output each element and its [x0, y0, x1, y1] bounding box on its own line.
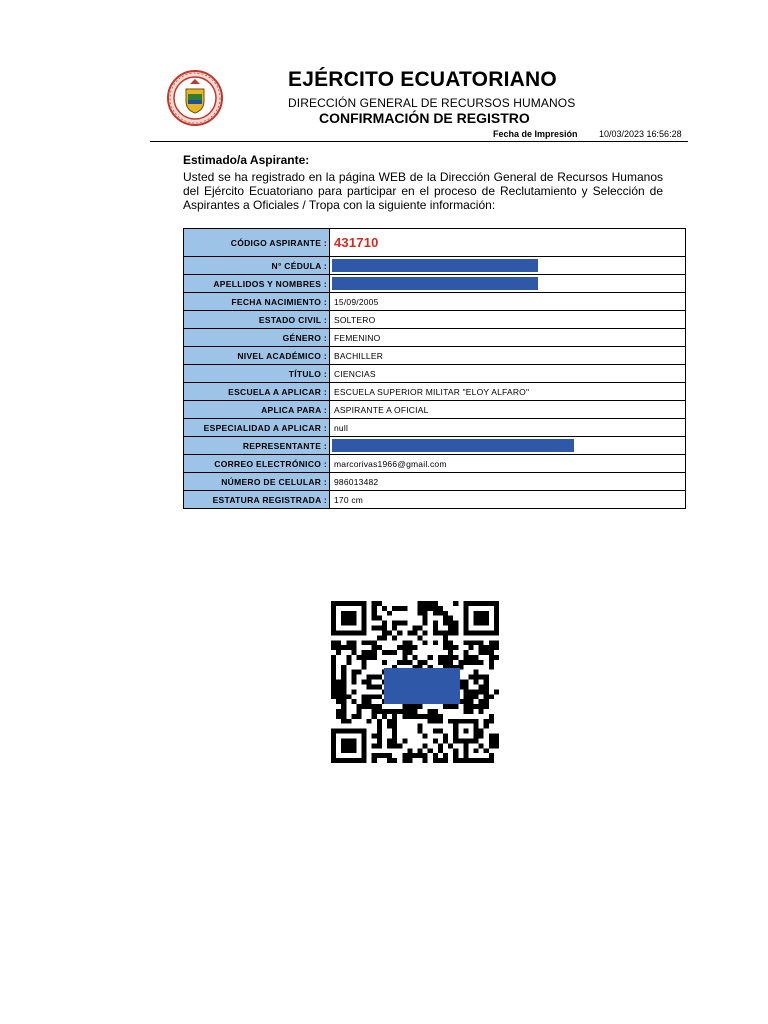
redaction-block	[332, 277, 538, 290]
row-label-genero: GÉNERO :	[184, 329, 330, 347]
row-label-fecha-nacimiento: FECHA NACIMIENTO :	[184, 293, 330, 311]
table-row	[184, 401, 686, 419]
table-row	[184, 329, 686, 347]
row-value-cedula	[330, 257, 686, 275]
row-label-correo: CORREO ELECTRÓNICO :	[184, 455, 330, 473]
org-subtitle: DIRECCIÓN GENERAL DE RECURSOS HUMANOS	[288, 96, 576, 110]
row-label-representante: REPRESENTANTE :	[184, 437, 330, 455]
row-value-estado-civil: SOLTERO	[330, 311, 686, 329]
row-value-estatura: 170 cm	[330, 491, 686, 509]
row-value-especialidad: null	[330, 419, 686, 437]
header-divider	[150, 141, 688, 142]
table-row	[184, 473, 686, 491]
row-value-fecha-nacimiento: 15/09/2005	[330, 293, 686, 311]
row-value-celular: 986013482	[330, 473, 686, 491]
row-value-apellidos	[330, 275, 686, 293]
table-row	[184, 365, 686, 383]
row-label-especialidad: ESPECIALIDAD A APLICAR :	[184, 419, 330, 437]
row-label-celular: NÚMERO DE CELULAR :	[184, 473, 330, 491]
print-date-label: Fecha de Impresión	[493, 129, 578, 139]
row-label-estatura: ESTATURA REGISTRADA :	[184, 491, 330, 509]
army-seal-icon	[166, 70, 224, 126]
table-row	[184, 257, 686, 275]
registration-table	[183, 228, 686, 509]
row-value-titulo: CIENCIAS	[330, 365, 686, 383]
table-row	[184, 229, 686, 257]
row-label-apellidos: APELLIDOS Y NOMBRES :	[184, 275, 330, 293]
row-label-aplica-para: APLICA PARA :	[184, 401, 330, 419]
table-row	[184, 347, 686, 365]
table-row	[184, 491, 686, 509]
table-row	[184, 383, 686, 401]
row-label-titulo: TÍTULO :	[184, 365, 330, 383]
applicant-code: 431710	[334, 235, 379, 250]
org-title: EJÉRCITO ECUATORIANO	[288, 68, 557, 91]
row-value-nivel-academico: BACHILLER	[330, 347, 686, 365]
redaction-block	[332, 259, 538, 272]
row-value-representante	[330, 437, 686, 455]
row-label-codigo: CÓDIGO ASPIRANTE :	[184, 229, 330, 257]
table-row	[184, 437, 686, 455]
row-value-aplica-para: ASPIRANTE A OFICIAL	[330, 401, 686, 419]
table-row	[184, 455, 686, 473]
table-row	[184, 419, 686, 437]
row-label-escuela: ESCUELA A APLICAR :	[184, 383, 330, 401]
document-title: CONFIRMACIÓN DE REGISTRO	[319, 110, 530, 126]
row-label-estado-civil: ESTADO CIVIL :	[184, 311, 330, 329]
row-label-nivel-academico: NIVEL ACADÉMICO :	[184, 347, 330, 365]
row-value-codigo	[330, 229, 686, 257]
row-label-cedula: N° CÉDULA :	[184, 257, 330, 275]
greeting: Estimado/a Aspirante:	[183, 153, 310, 167]
redaction-block	[384, 668, 460, 704]
print-date-value: 10/03/2023 16:56:28	[599, 129, 682, 139]
row-value-genero: FEMENINO	[330, 329, 686, 347]
row-value-correo: marcorivas1966@gmail.com	[330, 455, 686, 473]
row-value-escuela: ESCUELA SUPERIOR MILITAR "ELOY ALFARO"	[330, 383, 686, 401]
table-row	[184, 311, 686, 329]
table-row	[184, 275, 686, 293]
redaction-block	[332, 439, 574, 452]
intro-paragraph: Usted se ha registrado en la página WEB de la Dirección General de Recursos Humanos del Ejército Ecuatoriano para participar en el proceso de Reclutamiento y Selección de Aspirantes a Oficiales / Tropa con la siguiente información:	[183, 170, 663, 212]
table-row	[184, 293, 686, 311]
